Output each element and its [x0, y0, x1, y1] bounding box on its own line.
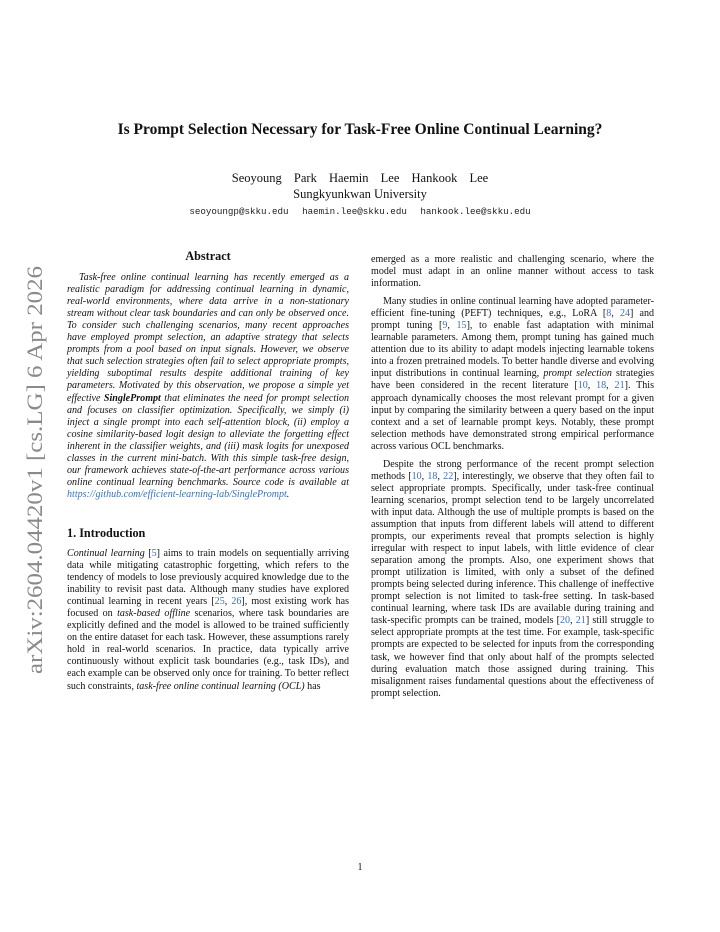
- section-heading-introduction: 1. Introduction: [67, 525, 146, 540]
- citation-link[interactable]: 8: [606, 308, 612, 320]
- author-name: Hankook Lee: [411, 171, 489, 185]
- citation-link[interactable]: 20: [560, 615, 571, 627]
- citation-link[interactable]: 18: [596, 380, 607, 392]
- left-column: [67, 250, 349, 693]
- method-name: SinglePrompt: [103, 392, 161, 404]
- intro-paragraph-selection: Despite the strong performance of the recent prompt selection methods [10, 18, 22], interestingly, we observe that they often fail to select appropriate prompts. Specifically, under task-free continual learning scenarios, prompt selection tend to be largely uncorrelated with input data. Although the use of multiple prompts is based on the assumption that inputs from different labels will attend to different prompts, our experiments reveal that prompts selection is highly irregular with respect to input labels, with little evidence of clear separation among the prompts. Also, one experiment shows that prompt utilization is limited, with only a subset of the defined prompts being selected during inference. This challenge of ineffective prompt selection is not limited to task-free setting. In task-based continual learning, where task IDs are available during training and task-specific prompts can be trained, models [20, 21] still struggle to select appropriate prompts at the test time. For example, task-specific prompts are expected to be selected for inputs from the corresponding task, we however find that only about half of the prompts selected during evaluation match those assigned during training. This misalignment raises fundamental questions about the effectiveness of prompt selection.: [371, 458, 655, 699]
- arxiv-identifier-text: arXiv:2604.04420v1 [cs.LG] 6 Apr 2026: [22, 305, 47, 674]
- intro-paragraph-peft: Many studies in online continual learning have adopted parameter-efficient fine-tuning (PEFT) techniques, e.g., LoRA [8, 24] and prompt tuning [9, 15], to enable fast adaptation with minimal learnable parameters. Among them, prompt tuning has gained much attention due to its ability to adapt models injecting learnable tokens into a frozen pretrained models. To better handle diverse and evolving input distributions in continual learning, prompt selection strategies have been considered in the recent literature [10, 18, 21]. This approach dynamically chooses the most relevant prompt for a given input by comparing the similarity between a query based on the input context and a set of learnable prompt keys. Notably, these prompt selection methods have demonstrated strong empirical performance across various OCL benchmarks.: [371, 296, 655, 452]
- citation-link[interactable]: 26: [231, 596, 242, 608]
- citation-link[interactable]: 18: [427, 470, 438, 482]
- author-email[interactable]: hankook.lee@skku.edu: [420, 206, 531, 217]
- source-code-link[interactable]: https://github.com/efficient-learning-lab/SinglePrompt: [67, 488, 287, 500]
- abstract-heading: Abstract: [185, 249, 231, 263]
- author-list: [60, 171, 660, 186]
- author-name: Seoyoung Park: [231, 171, 317, 185]
- paper-title: Is Prompt Selection Necessary for Task-Free Online Continual Learning?: [117, 121, 603, 138]
- citation-link[interactable]: 15: [456, 320, 467, 332]
- intro-paragraph: Continual learning [5] aims to train models on sequentially arriving data while mitigating catastrophic forgetting, which refers to the tendency of models to lose previously acquired knowledge due to the inability to revisit past data. Although many studies have explored continual learning in recent years [25, 26], most existing work has focused on task-based offline scenarios, where task boundaries are explicitly defined and the model is allowed to be trained sufficiently on the entire dataset for each task. However, these assumptions rarely hold in real-world scenarios. In practice, data typically arrive continuously without explicit task boundaries (e.g., task IDs), and each example can be observed only once for training. To better reflect such constraints, task-free online continual learning (OCL) has: [67, 547, 349, 692]
- author-email[interactable]: haemin.lee@skku.edu: [302, 206, 407, 217]
- intro-paragraph-continued: emerged as a more realistic and challenging scenario, where the model must adapt in an online manner without access to task information.: [371, 254, 654, 290]
- author-email[interactable]: seoyoungp@skku.edu: [189, 206, 289, 217]
- citation-link[interactable]: 10: [577, 380, 588, 392]
- author-emails: [60, 206, 660, 217]
- citation-link[interactable]: 25: [214, 596, 225, 608]
- citation-link[interactable]: 21: [614, 380, 625, 392]
- arxiv-identifier: [14, 264, 54, 674]
- abstract-text: Task-free online continual learning has recently emerged as a realistic paradigm for addressing continual learning in dynamic, real-world environments, where data arrive in a non-stationary stream without clear task boundaries and can only be observed once. To consider such challenging scenarios, many recent approaches have employed prompt selection, an adaptive strategy that selects prompts from a pool based on input signals. However, we observe that such selection strategies often fail to select appropriate prompts, yielding suboptimal results despite additional training of key parameters. Motivated by this observation, we propose a simple yet effective SinglePrompt that eliminates the need for prompt selection and focuses on classifier optimization. Specifically, we simply (i) inject a single prompt into each self-attention block, (ii) employ a cosine similarity-based logit design to alleviate the forgetting effect inherent in the classifier weights, and (iii) mask logits for unexposed classes in the current mini-batch. With this simple task-free design, our framework achieves state-of-the-art performance across various online continual learning benchmarks. Source code is available at https://github.com/efficient-learning-lab/SinglePrompt.: [67, 272, 349, 500]
- citation-link[interactable]: 9: [442, 320, 448, 332]
- affiliation: Sungkyunkwan University: [293, 187, 427, 201]
- citation-link[interactable]: 22: [443, 470, 454, 482]
- right-column: [371, 254, 654, 700]
- citation-link[interactable]: 24: [619, 308, 631, 320]
- citation-link[interactable]: 10: [411, 470, 422, 482]
- author-name: Haemin Lee: [328, 171, 400, 185]
- citation-link[interactable]: 21: [575, 615, 586, 627]
- page-number: 1: [357, 862, 363, 873]
- citation-link[interactable]: 5: [151, 547, 157, 559]
